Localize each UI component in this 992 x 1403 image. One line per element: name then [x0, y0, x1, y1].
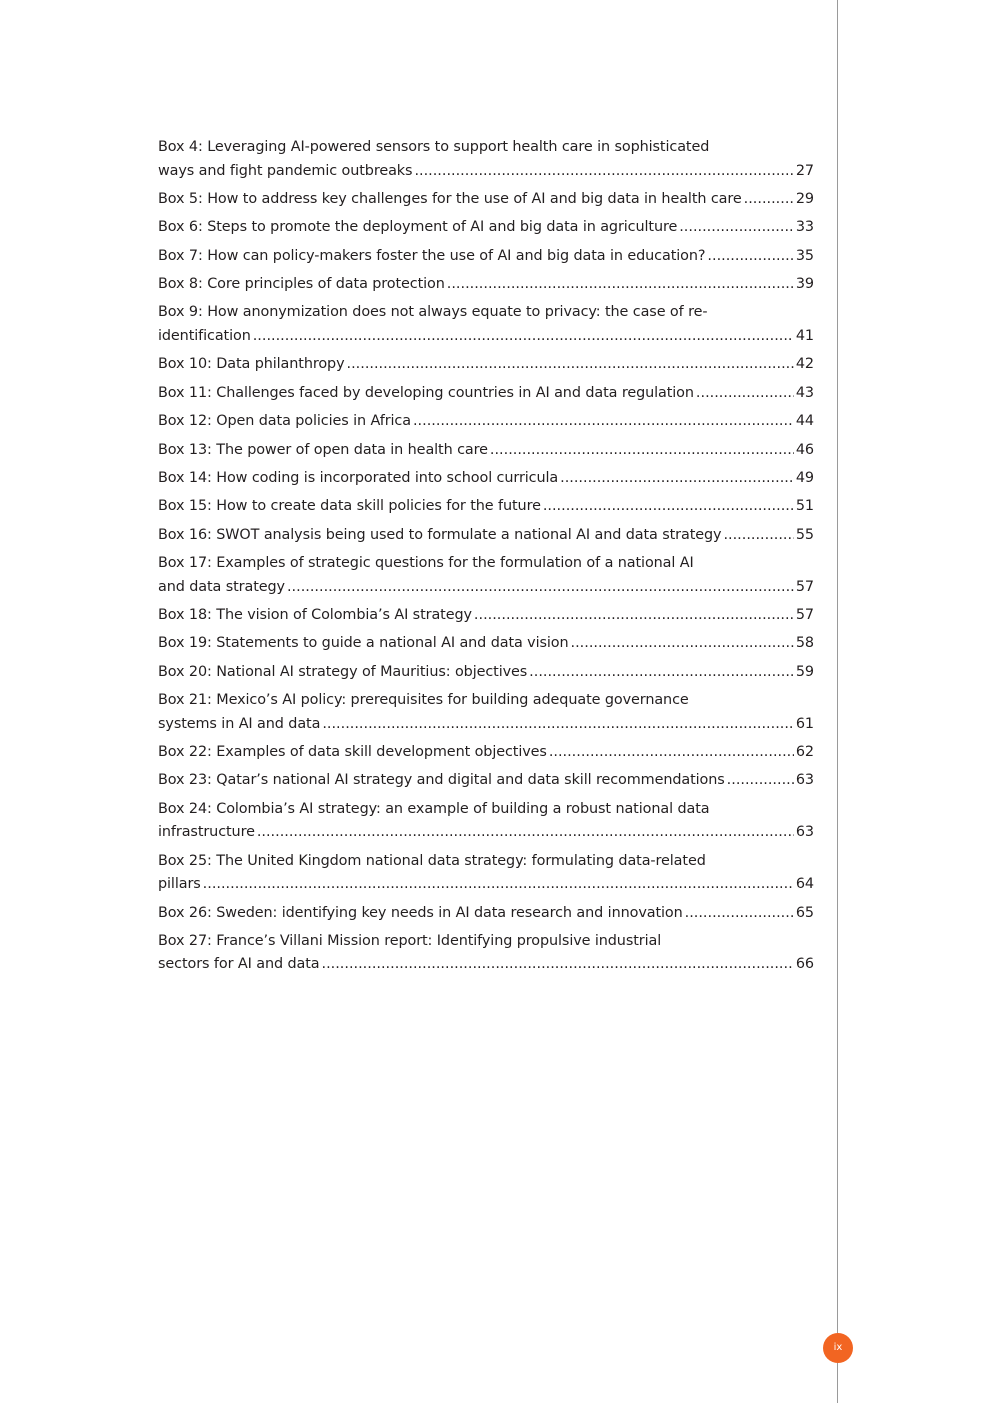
toc-entry[interactable] — [158, 524, 814, 548]
toc-entry-title: ways and fight pandemic outbreaks — [158, 162, 413, 179]
toc-entry-title: Box 22: Examples of data skill development objectives — [158, 744, 547, 761]
dot-leader — [723, 524, 793, 548]
toc-entry-line — [158, 604, 814, 628]
toc-entry-title: and data strategy — [158, 578, 285, 595]
toc-entry-line — [158, 188, 814, 212]
toc-entry-page-number: 29 — [795, 190, 814, 207]
page-number: ix — [833, 1342, 843, 1353]
dot-leader — [322, 953, 794, 977]
toc-entry-title: systems in AI and data — [158, 715, 321, 732]
toc-entry-title: Box 19: Statements to guide a national AI and data vision — [158, 635, 569, 652]
toc-entry[interactable] — [158, 216, 814, 240]
toc-entry[interactable] — [158, 902, 814, 926]
toc-entry[interactable] — [158, 930, 814, 977]
toc-entry-title: Box 14: How coding is incorporated into school curricula — [158, 469, 559, 486]
toc-entry-title-line: Box 21: Mexico’s AI policy: prerequisites for building adequate governance — [158, 692, 689, 709]
toc-entry[interactable] — [158, 604, 814, 628]
dot-leader — [529, 661, 794, 685]
toc-entry-title-line: Box 4: Leveraging AI-powered sensors to support health care in sophisticated — [158, 139, 710, 155]
toc-entry-line — [158, 495, 814, 519]
toc-entry-line — [158, 524, 814, 548]
toc-entry-line — [158, 353, 814, 377]
toc-entry[interactable] — [158, 382, 814, 406]
toc-entry[interactable] — [158, 188, 814, 212]
toc-entry-title: sectors for AI and data — [158, 956, 320, 973]
toc-entry-line — [158, 160, 814, 184]
toc-entry-title-line: Box 27: France’s Villani Mission report: Identifying propulsive industrial — [158, 932, 662, 949]
toc-entry-title: Box 20: National AI strategy of Mauritius: objectives — [158, 663, 528, 680]
toc-entry-line — [158, 821, 814, 845]
toc-entry-page-number: 43 — [795, 384, 814, 401]
toc-entry-line — [158, 661, 814, 685]
toc-entry-title: Box 18: The vision of Colombia’s AI strategy — [158, 606, 472, 623]
toc-entry-line — [158, 902, 814, 926]
toc-entry[interactable] — [158, 769, 814, 793]
toc-entry-page-number: 51 — [795, 498, 814, 515]
toc-entry-title: Box 6: Steps to promote the deployment of AI and big data in agriculture — [158, 219, 678, 236]
toc-entry-title: Box 5: How to address key challenges for the use of AI and big data in health care — [158, 190, 742, 207]
dot-leader — [413, 410, 794, 434]
toc-entry-title: Box 15: How to create data skill policies for the future — [158, 498, 541, 515]
toc-entry-line — [158, 467, 814, 491]
toc-entry-title: Box 16: SWOT analysis being used to formulate a national AI and data strategy — [158, 526, 722, 543]
dot-leader — [560, 467, 794, 491]
toc-entry-title-line: Box 9: How anonymization does not always equate to privacy: the case of re- — [158, 304, 708, 321]
table-of-contents — [158, 136, 814, 982]
toc-entry-page-number: 33 — [795, 219, 814, 236]
dot-leader — [685, 902, 794, 926]
page-number-badge — [823, 1333, 853, 1363]
toc-entry-page-number: 44 — [795, 413, 814, 430]
toc-entry[interactable] — [158, 353, 814, 377]
toc-entry[interactable] — [158, 661, 814, 685]
toc-entry-line — [158, 576, 814, 600]
toc-entry-title: Box 13: The power of open data in health care — [158, 441, 488, 458]
dot-leader — [414, 160, 793, 184]
toc-entry[interactable] — [158, 632, 814, 656]
toc-entry-page-number: 57 — [795, 578, 814, 595]
dot-leader — [203, 873, 794, 897]
dot-leader — [447, 273, 794, 297]
dot-leader — [727, 769, 794, 793]
dot-leader — [679, 216, 794, 240]
dot-leader — [744, 188, 794, 212]
toc-entry[interactable] — [158, 136, 814, 183]
toc-entry[interactable] — [158, 301, 814, 348]
toc-entry-page-number: 27 — [795, 162, 814, 179]
toc-entry-title: Box 11: Challenges faced by developing countries in AI and data regulation — [158, 384, 694, 401]
toc-entry-line — [158, 410, 814, 434]
toc-entry-title: Box 10: Data philanthropy — [158, 356, 345, 373]
dot-leader — [549, 741, 794, 765]
toc-entry-page-number: 55 — [795, 526, 814, 543]
toc-entry-page-number: 57 — [795, 606, 814, 623]
toc-entry-page-number: 42 — [795, 356, 814, 373]
toc-entry[interactable] — [158, 798, 814, 845]
toc-entry-line — [158, 245, 814, 269]
toc-entry-line — [158, 953, 814, 977]
toc-entry-line — [158, 873, 814, 897]
toc-entry-page-number: 63 — [795, 824, 814, 841]
toc-entry-title-line: Box 17: Examples of strategic questions for the formulation of a national AI — [158, 555, 694, 572]
toc-entry-title-line: Box 24: Colombia’s AI strategy: an example of building a robust national data — [158, 800, 710, 817]
toc-entry-line — [158, 632, 814, 656]
dot-leader — [474, 604, 794, 628]
toc-entry-title: Box 23: Qatar’s national AI strategy and digital and data skill recommendations — [158, 772, 725, 789]
toc-entry-title: Box 26: Sweden: identifying key needs in AI data research and innovation — [158, 904, 683, 921]
toc-entry-line — [158, 273, 814, 297]
dot-leader — [347, 353, 794, 377]
dot-leader — [571, 632, 794, 656]
toc-entry-line — [158, 439, 814, 463]
toc-entry[interactable] — [158, 741, 814, 765]
dot-leader — [257, 821, 794, 845]
toc-entry[interactable] — [158, 410, 814, 434]
toc-entry-title: identification — [158, 327, 251, 344]
toc-entry-title: pillars — [158, 876, 201, 893]
toc-entry[interactable] — [158, 850, 814, 897]
toc-entry-title: Box 7: How can policy-makers foster the use of AI and big data in education? — [158, 247, 706, 264]
toc-entry-page-number: 61 — [795, 715, 814, 732]
toc-entry-page-number: 64 — [795, 876, 814, 893]
toc-entry-line — [158, 382, 814, 406]
toc-entry-line — [158, 713, 814, 737]
toc-entry-line — [158, 769, 814, 793]
toc-entry[interactable] — [158, 552, 814, 599]
dot-leader — [253, 325, 794, 349]
toc-entry-page-number: 49 — [795, 469, 814, 486]
toc-entry-page-number: 46 — [795, 441, 814, 458]
toc-entry-title: Box 8: Core principles of data protection — [158, 276, 445, 293]
toc-entry-page-number: 58 — [795, 635, 814, 652]
dot-leader — [696, 382, 794, 406]
toc-entry[interactable] — [158, 273, 814, 297]
toc-entry-page-number: 65 — [795, 904, 814, 921]
toc-entry-line — [158, 325, 814, 349]
dot-leader — [707, 245, 793, 269]
dot-leader — [287, 576, 794, 600]
toc-entry-title: Box 12: Open data policies in Africa — [158, 413, 411, 430]
toc-entry-page-number: 63 — [795, 772, 814, 789]
toc-entry-title-line: Box 25: The United Kingdom national data strategy: formulating data-related — [158, 852, 706, 869]
dot-leader — [322, 713, 794, 737]
dot-leader — [543, 495, 794, 519]
margin-rule — [837, 0, 838, 1403]
toc-entry-page-number: 39 — [795, 276, 814, 293]
toc-entry-page-number: 41 — [795, 327, 814, 344]
toc-entry[interactable] — [158, 495, 814, 519]
toc-entry-page-number: 59 — [795, 663, 814, 680]
toc-entry-page-number: 35 — [795, 247, 814, 264]
toc-entry-title: infrastructure — [158, 824, 255, 841]
toc-entry-line — [158, 216, 814, 240]
toc-entry[interactable] — [158, 439, 814, 463]
toc-entry-line — [158, 741, 814, 765]
dot-leader — [490, 439, 794, 463]
toc-entry[interactable] — [158, 689, 814, 736]
toc-entry-page-number: 66 — [795, 956, 814, 973]
toc-entry[interactable] — [158, 245, 814, 269]
toc-entry[interactable] — [158, 467, 814, 491]
toc-entry-page-number: 62 — [795, 744, 814, 761]
